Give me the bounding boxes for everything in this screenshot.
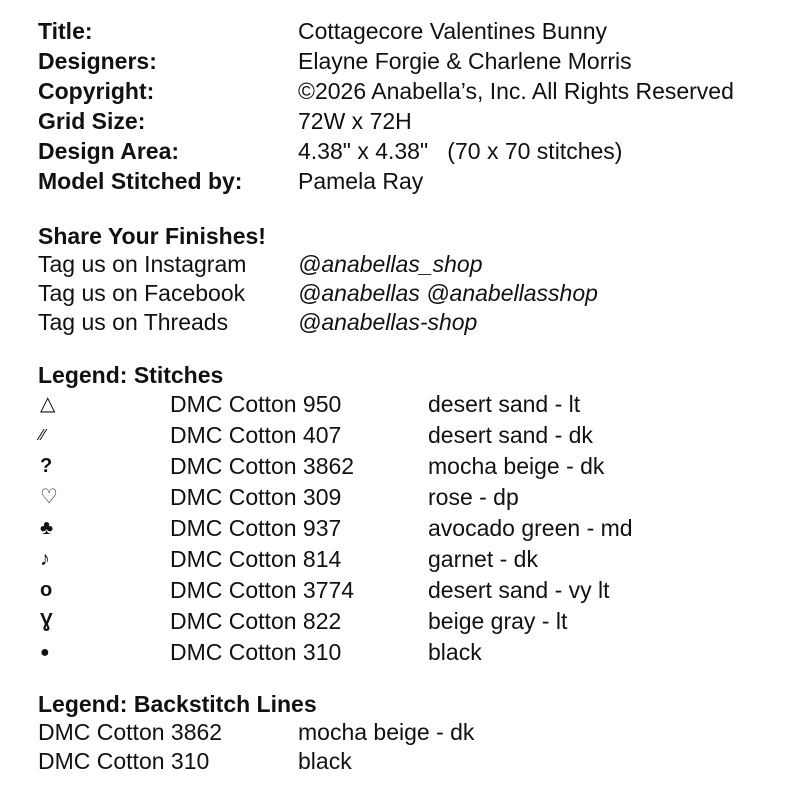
stitch-row bbox=[38, 606, 788, 637]
club-icon: ♣ bbox=[40, 517, 54, 539]
design-area-value: 4.38" x 4.38" (70 x 70 stitches) bbox=[298, 138, 623, 164]
threads-label: Tag us on Threads bbox=[38, 309, 229, 335]
stitch-row bbox=[38, 513, 788, 544]
small-circle-icon: o bbox=[40, 579, 53, 601]
model-stitched-row bbox=[38, 166, 788, 196]
designers-value: Elayne Forgie & Charlene Morris bbox=[298, 48, 632, 74]
y-symbol-icon: Ɣ bbox=[40, 610, 53, 632]
instagram-handle: @anabellas_shop bbox=[298, 251, 483, 277]
threads-handle: @anabellas-shop bbox=[298, 309, 478, 335]
stitch-thread: DMC Cotton 3862 bbox=[170, 453, 355, 479]
stitch-color-name: desert sand - lt bbox=[428, 391, 581, 417]
designers-label: Designers: bbox=[38, 48, 157, 74]
backstitch-color-name: black bbox=[298, 748, 352, 774]
grid-size-label: Grid Size: bbox=[38, 108, 146, 134]
grid-size-value: 72W x 72H bbox=[298, 108, 412, 134]
grid-size-row bbox=[38, 106, 788, 136]
backstitch-legend-heading: Legend: Backstitch Lines bbox=[38, 691, 317, 717]
backstitch-color-name: mocha beige - dk bbox=[298, 719, 475, 745]
title-value: Cottagecore Valentines Bunny bbox=[298, 18, 607, 44]
stitch-row bbox=[38, 389, 788, 420]
stitch-row bbox=[38, 482, 788, 513]
stitch-thread: DMC Cotton 3774 bbox=[170, 577, 355, 603]
copyright-row bbox=[38, 76, 788, 106]
music-note-icon: ♪ bbox=[40, 548, 50, 570]
backstitch-thread: DMC Cotton 3862 bbox=[38, 719, 223, 745]
title-label: Title: bbox=[38, 18, 93, 44]
stitch-row bbox=[38, 575, 788, 606]
triangle-outline-icon: △ bbox=[40, 393, 56, 415]
stitch-color-name: rose - dp bbox=[428, 484, 519, 510]
pattern-details bbox=[38, 16, 788, 196]
design-area-label: Design Area: bbox=[38, 138, 180, 164]
stitch-color-name: black bbox=[428, 639, 482, 665]
share-heading: Share Your Finishes! bbox=[38, 223, 266, 249]
question-mark-icon: ? bbox=[40, 455, 53, 477]
stitch-thread: DMC Cotton 822 bbox=[170, 608, 342, 634]
backstitch-row bbox=[38, 747, 788, 776]
stitch-thread: DMC Cotton 309 bbox=[170, 484, 342, 510]
designers-row bbox=[38, 46, 788, 76]
threads-row bbox=[38, 308, 788, 337]
heart-outline-icon: ♡ bbox=[40, 486, 58, 508]
stitch-row bbox=[38, 544, 788, 575]
stitch-color-name: garnet - dk bbox=[428, 546, 538, 572]
instagram-label: Tag us on Instagram bbox=[38, 251, 247, 277]
copyright-label: Copyright: bbox=[38, 78, 155, 104]
stitch-color-name: desert sand - dk bbox=[428, 422, 593, 448]
model-stitched-label: Model Stitched by: bbox=[38, 168, 243, 194]
stitch-thread: DMC Cotton 310 bbox=[170, 639, 342, 665]
stitch-thread: DMC Cotton 950 bbox=[170, 391, 342, 417]
facebook-label: Tag us on Facebook bbox=[38, 280, 246, 306]
design-area-row bbox=[38, 136, 788, 166]
stitch-legend bbox=[38, 361, 788, 668]
stitch-row bbox=[38, 451, 788, 482]
stitch-row bbox=[38, 420, 788, 451]
stitch-row bbox=[38, 637, 788, 668]
backstitch-thread: DMC Cotton 310 bbox=[38, 748, 210, 774]
facebook-handle: @anabellas @anabellasshop bbox=[298, 280, 598, 306]
backstitch-legend bbox=[38, 690, 788, 776]
filled-dot-icon: ● bbox=[40, 644, 50, 661]
stitch-thread: DMC Cotton 814 bbox=[170, 546, 342, 572]
model-stitched-value: Pamela Ray bbox=[298, 168, 424, 194]
instagram-row bbox=[38, 250, 788, 279]
stitch-color-name: desert sand - vy lt bbox=[428, 577, 610, 603]
stitch-legend-heading: Legend: Stitches bbox=[38, 362, 224, 388]
backstitch-row bbox=[38, 718, 788, 747]
stitch-color-name: beige gray - lt bbox=[428, 608, 568, 634]
stitch-thread: DMC Cotton 407 bbox=[170, 422, 342, 448]
stitch-thread: DMC Cotton 937 bbox=[170, 515, 342, 541]
title-row bbox=[38, 16, 788, 46]
double-slash-icon: ⁄⁄ bbox=[40, 427, 46, 444]
pattern-info-page bbox=[38, 16, 788, 776]
share-section bbox=[38, 222, 788, 337]
facebook-row bbox=[38, 279, 788, 308]
stitch-color-name: mocha beige - dk bbox=[428, 453, 605, 479]
copyright-value: ©2026 Anabella’s, Inc. All Rights Reserved bbox=[298, 78, 734, 104]
stitch-color-name: avocado green - md bbox=[428, 515, 633, 541]
